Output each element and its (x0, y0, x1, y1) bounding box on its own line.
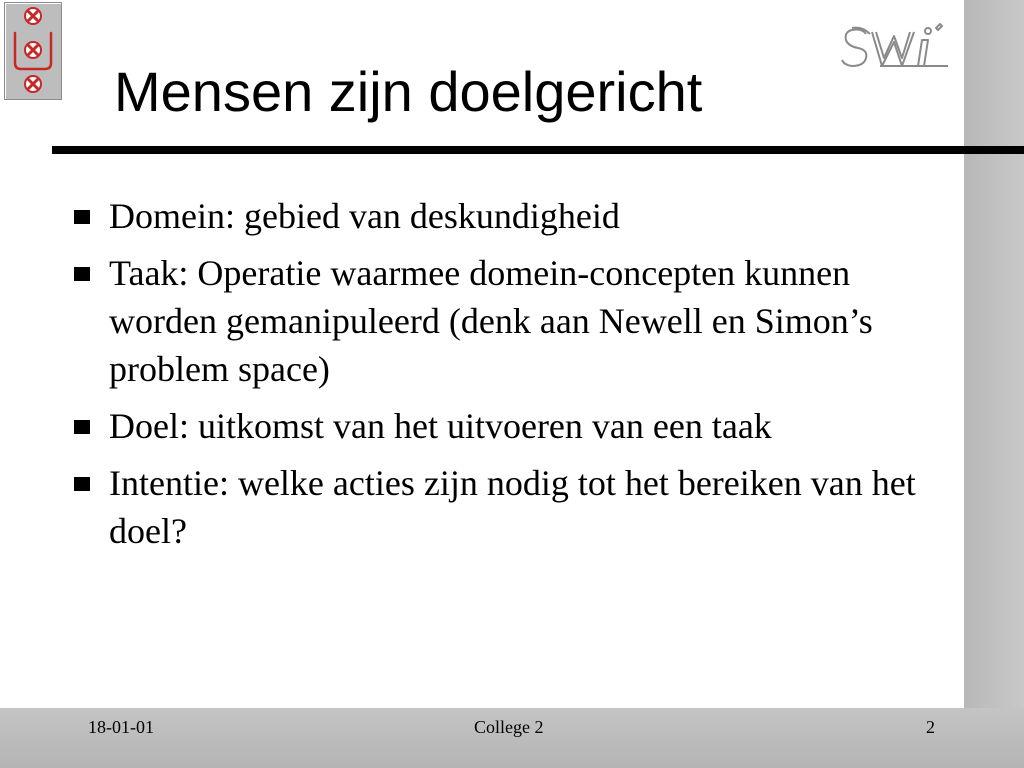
swi-logo (840, 20, 950, 76)
footer-page-number: 2 (926, 717, 935, 737)
crest-icon (5, 3, 61, 99)
square-bullet-icon (74, 210, 90, 224)
bullet-text: Domein: gebied van deskundigheid (109, 196, 620, 236)
slide-title: Mensen zijn doelgericht (114, 60, 703, 123)
bullet-list (72, 192, 932, 564)
square-bullet-icon (74, 477, 90, 491)
university-crest-logo (4, 2, 62, 100)
right-decor-band (964, 0, 1024, 768)
bullet-item (72, 249, 932, 393)
bullet-item (72, 459, 932, 555)
square-bullet-icon (74, 267, 90, 281)
bullet-text: Intentie: welke acties zijn nodig tot het bereiken van het doel? (109, 463, 916, 551)
bullet-item (72, 192, 932, 240)
bullet-item (72, 402, 932, 450)
bullet-text: Taak: Operatie waarmee domein-concepten kunnen worden gemanipuleerd (denk aan Newell en Simon’s problem space) (109, 253, 873, 389)
square-bullet-icon (74, 420, 90, 434)
swi-logo-icon (840, 20, 950, 76)
footer-course-name: College 2 (474, 717, 544, 737)
footer-date: 18-01-01 (88, 717, 154, 737)
bullet-text: Doel: uitkomst van het uitvoeren van een taak (109, 406, 772, 446)
title-underline-rule (52, 146, 1024, 154)
